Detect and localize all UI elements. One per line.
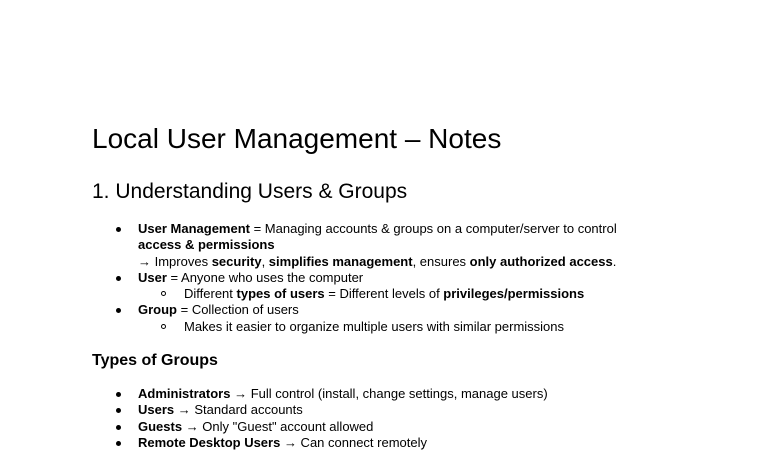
definition-group: = Collection of users: [177, 302, 299, 318]
period-text: .: [612, 253, 617, 269]
privileges-permissions-text: privileges/permissions: [443, 286, 585, 302]
different-prefix: Different: [184, 286, 237, 302]
improves-prefix: → Improves: [138, 253, 212, 269]
list-item-group: [0, 302, 617, 318]
term-guests: Guests: [138, 418, 183, 434]
term-group: Group: [138, 302, 177, 318]
definition-user: = Anyone who uses the computer: [166, 269, 364, 285]
sub-item-types-of-users: [0, 286, 617, 302]
bullet-icon: [116, 425, 121, 430]
list-item-user: [0, 270, 617, 286]
term-remote-desktop-users: Remote Desktop Users: [138, 434, 281, 450]
types-of-groups-list: [0, 386, 548, 451]
definition-administrators: → Full control (install, change settings, manage users): [230, 386, 548, 401]
users-groups-list: [0, 221, 617, 335]
list-item-user-management: [0, 221, 617, 270]
bullet-icon: [116, 392, 121, 397]
only-authorized-access-text: only authorized access: [469, 253, 613, 269]
bullet-icon: [116, 441, 121, 446]
bullet-icon: [116, 227, 121, 232]
term-user: User: [138, 269, 167, 285]
list-item-guests: [0, 419, 548, 435]
organize-users-text: Makes it easier to organize multiple users with similar permissions: [184, 318, 565, 334]
list-item-remote-desktop-users: [0, 435, 548, 451]
levels-text: = Different levels of: [324, 286, 444, 302]
sub-item-organize-users: [0, 319, 617, 335]
document-title: Local User Management – Notes: [92, 123, 502, 154]
hollow-bullet-icon: [161, 291, 166, 296]
simplifies-management-text: simplifies management: [268, 253, 413, 269]
list-item-administrators: [0, 386, 548, 402]
access-permissions-text: access & permissions: [138, 237, 275, 253]
types-of-groups-heading: Types of Groups: [92, 352, 218, 369]
definition-guests: → Only "Guest" account allowed: [182, 418, 374, 434]
bullet-icon: [116, 276, 121, 281]
section-heading-understanding-users-groups: 1. Understanding Users & Groups: [92, 180, 408, 203]
ensures-text: , ensures: [412, 253, 470, 269]
bullet-icon: [116, 308, 121, 313]
term-users: Users: [138, 402, 175, 418]
bullet-icon: [116, 408, 121, 413]
hollow-bullet-icon: [161, 324, 166, 329]
list-item-users: [0, 402, 548, 418]
types-of-users-text: types of users: [236, 286, 325, 302]
separator-text: ,: [261, 253, 269, 269]
definition-user-management: = Managing accounts & groups on a computer/server to control: [249, 221, 617, 236]
security-text: security: [211, 253, 262, 269]
definition-remote-desktop-users: → Can connect remotely: [280, 434, 428, 450]
definition-users: → Standard accounts: [174, 402, 303, 418]
term-user-management: User Management: [138, 221, 250, 236]
term-administrators: Administrators: [138, 386, 231, 401]
